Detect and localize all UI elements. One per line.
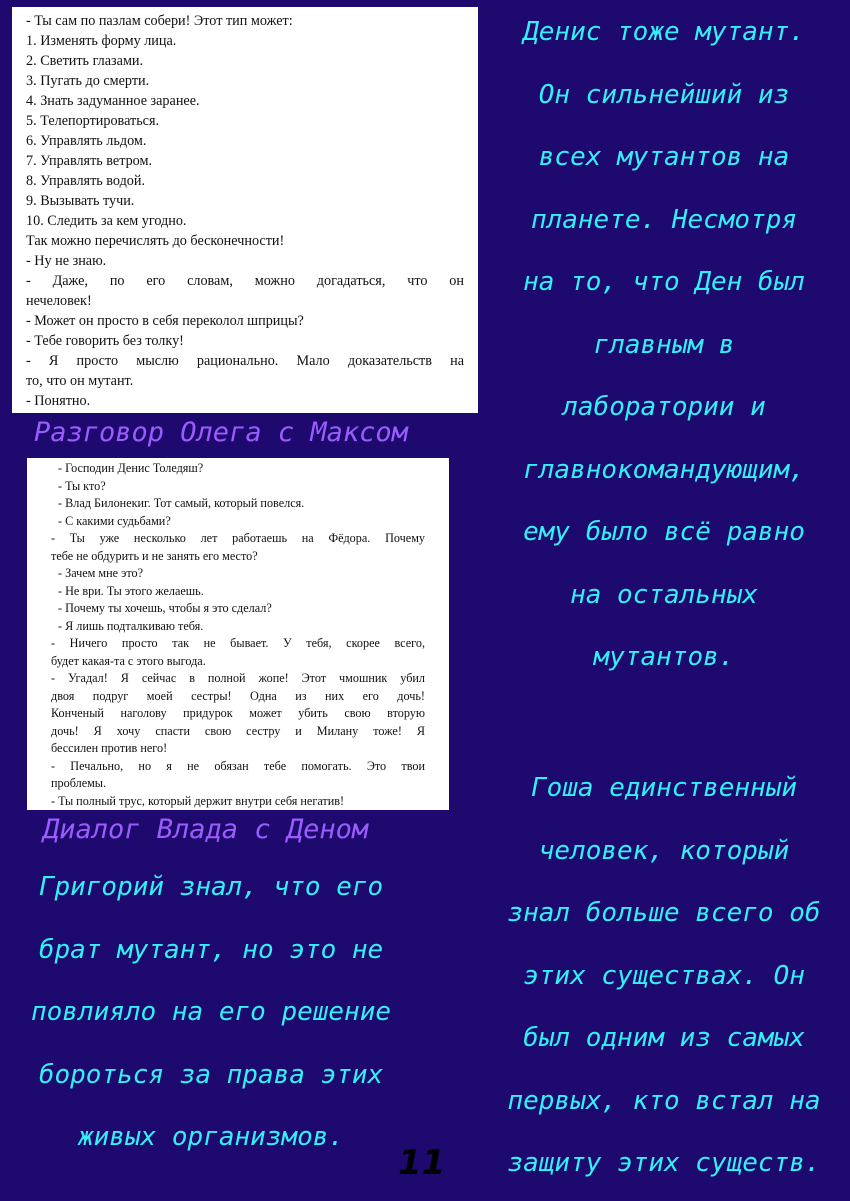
dialogue-line: проблемы. [51,776,107,790]
narration-line: планете. Несмотря [530,204,798,235]
narration-line: человек, который [538,835,790,866]
dialogue-line: - С какими судьбами? [58,513,171,528]
narration-line: лаборатории и [562,392,766,422]
dialogue-line: - Не ври. Ты этого желаешь. [58,583,204,598]
dialogue-line: - Угадал! Я сейчас в полной жопе! Этот чмошник убил [51,671,425,685]
dialogue-line: бессилен против него! [51,741,168,755]
dialogue-line: 7. Управлять ветром. [26,153,153,169]
dialogue-line: - Почему ты хочешь, чтобы я это сделал? [58,601,272,615]
narration-grigoriy [0,856,422,1169]
narration-line: знал больше всего об [507,898,821,928]
narration-line: Денис тоже мутант. [523,17,805,47]
dialogue-line: Так можно перечислять до бесконечности! [26,233,285,249]
dialogue-line: - Ты уже несколько лет работаешь на Фёдора. Почему [51,531,425,545]
narration-line: был одним из самых [523,1023,805,1053]
dialogue-line: - Зачем мне это? [58,566,144,580]
narration-line: этих существах. Он [523,960,805,991]
dialogue-line: - Господин Денис Толедяш? [58,461,204,475]
dialogue-line: - Влад Билонекиг. Тот самый, который повелся. [58,496,305,510]
narration-line: главным в [593,329,735,360]
narration-line: на то, что Ден был [523,267,805,297]
narration-line: Григорий знал, что его [38,872,384,902]
narration-line: главнокомандующим, [523,454,805,485]
dialogue-line: 5. Телепортироваться. [26,113,160,129]
dialogue-line: - Печально, но я не обязан тебе помогать. Это твои [51,758,425,773]
dialogue-line: тебе не обдурить и не занять его место? [51,548,258,563]
narration-line: Он сильнейший из [538,79,790,110]
dialogue-line: 10. Следить за кем угодно. [26,213,187,229]
dialogue-line: дочь! Я хочу спасти свою сестру и Милану тоже! Я [51,723,425,738]
dialogue-line: 4. Знать задуманное заранее. [26,93,200,109]
dialogue-line: - Ты сам по пазлам собери! Этот тип может: [26,13,293,29]
dialogue-line: - Ты полный трус, который держит внутри себя негатив! [51,793,345,808]
dialogue-line: двоя подруг моей сестры! Одна из них его дочь! [51,688,425,703]
caption-oleg-maks: Разговор Олега с Максом [34,417,408,448]
narration-line: мутантов. [593,642,735,672]
dialogue-line: 1. Изменять форму лица. [26,33,177,49]
narration-line: первых, кто встал на [507,1085,821,1116]
dialogue-line: - Я лишь подталкиваю тебя. [58,618,204,633]
narration-line: живых организмов. [77,1122,345,1152]
dialogue-line: - Ничего просто так не бывает. У тебя, скорее всего, [51,636,425,650]
narration-line: защиту этих существ. [507,1148,821,1178]
narration-line: на остальных [570,579,758,610]
narration-line: повлияло на его решение [30,997,392,1027]
narration-line: бороться за права этих [38,1059,384,1090]
dialogue-line: 2. Светить глазами. [26,53,144,69]
dialogue-line: - Даже, по его словам, можно догадаться, что он [26,273,464,289]
dialogue-line: Конченый наголову придурок может убить свою вторую [51,706,425,720]
dialogue-line: нечеловек! [26,293,92,309]
narration-line: ему было всё равно [523,517,805,547]
narration-line: брат мутант, но это не [38,934,384,965]
dialogue-box-oleg-maks [12,7,478,413]
dialogue-line: 3. Пугать до смерти. [26,73,150,89]
narration-line: Гоша единственный [530,773,798,803]
dialogue-line: то, что он мутант. [26,373,134,389]
dialogue-line: - Тебе говорить без толку! [26,333,184,349]
dialogue-line: - Я просто мыслю рационально. Мало доказательств на [26,353,464,369]
dialogue-line: - Ты кто? [58,478,106,493]
page-number: 11 [398,1143,446,1183]
dialogue-line: 6. Управлять льдом. [26,133,147,149]
dialogue-line: 9. Вызывать тучи. [26,193,135,209]
narration-gosha [478,757,850,1195]
dialogue-box-vlad-den [27,458,449,810]
narration-denis [478,1,850,689]
dialogue-line: 8. Управлять водой. [26,173,146,189]
dialogue-line: - Ну не знаю. [26,253,107,269]
caption-vlad-den: Диалог Влада с Деном [43,814,369,845]
dialogue-line: - Может он просто в себя переколол шприцы? [26,313,304,329]
narration-line: всех мутантов на [538,142,790,172]
dialogue-line: - Понятно. [26,393,91,409]
dialogue-line: будет какая-та с этого выгода. [51,653,206,668]
